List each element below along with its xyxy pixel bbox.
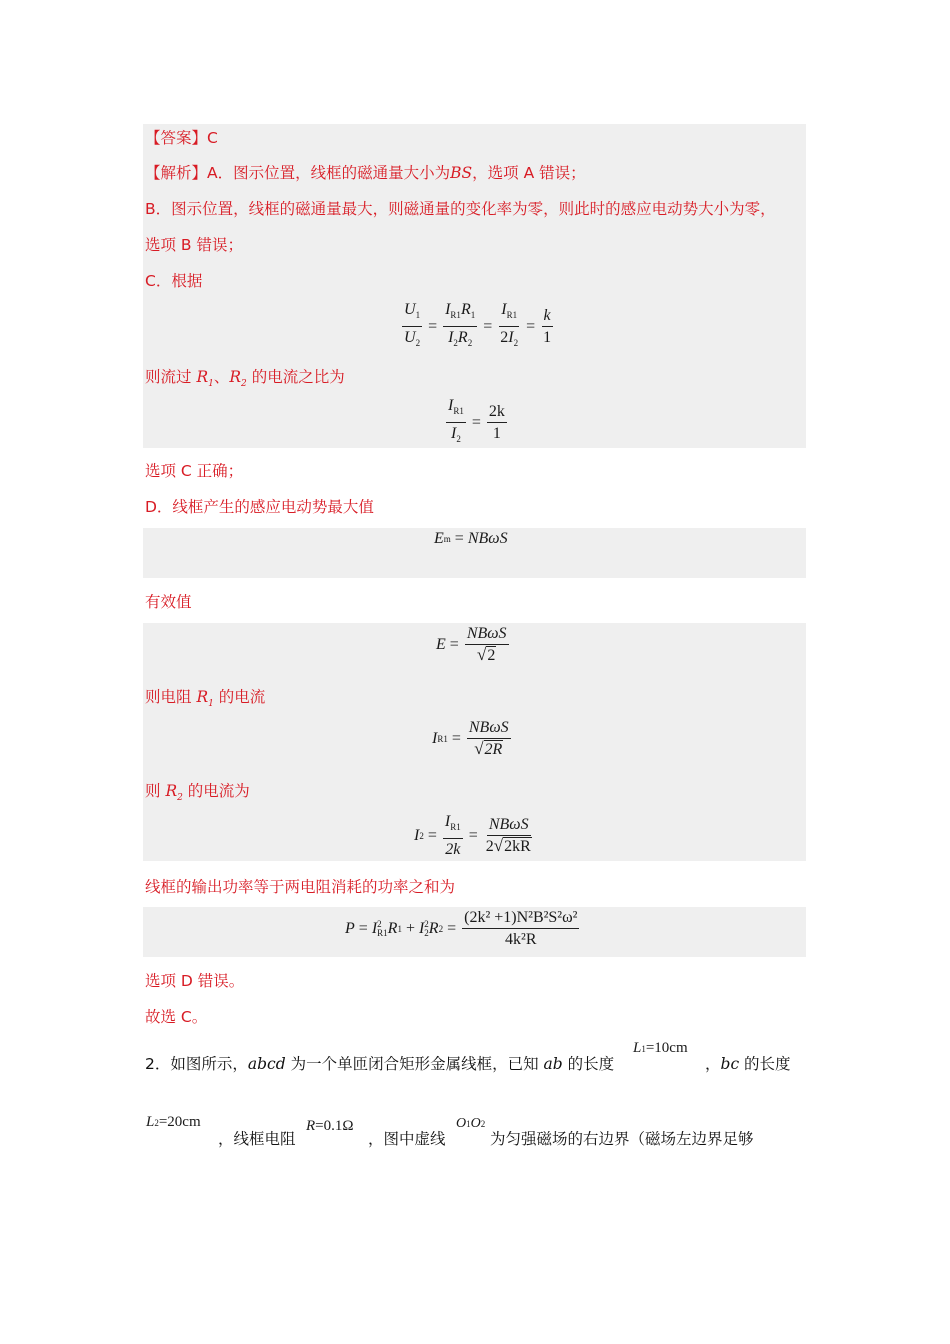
question-2-line-1-tail: ，bc 的长度 xyxy=(705,1055,791,1073)
formula-voltage-ratio: $\frac{U_1}{U_2}$ = $\frac{I_{R1}R_1}{I_2R_2}$ = $\frac{I_{R1}}{2I_2}$ = $\frac{k}{1}$ xyxy=(404,301,552,349)
formula-emax: E m = NBωS xyxy=(434,530,508,547)
analysis-current-ratio-intro: 则流过 $R_1$、$R_2$ 的电流之比为 xyxy=(145,368,345,390)
answer-label: 【答案】 xyxy=(145,129,208,147)
analysis-line-b: B．图示位置，线框的磁通量最大，则磁通量的变化率为零，则此时的感应电动势大小为零， xyxy=(145,200,776,218)
analysis-label: 【解析】 xyxy=(145,164,208,182)
question-2-line-2-tail: 为匀强磁场的右边界（磁场左边界足够 xyxy=(490,1130,754,1148)
question-l1-value: L 1 =10cm xyxy=(633,1040,688,1056)
formula-r1-current: I R1 = NBωS √ 2R xyxy=(432,719,509,758)
analysis-line-b-cont: 选项 B 错误； xyxy=(145,236,243,254)
formula-effective-emf: E = NBωS √ 2 xyxy=(436,625,507,664)
analysis-r1-current-intro: 则电阻 $R_1$ 的电流 xyxy=(145,688,266,710)
formula-r2-current: I 2 = $\frac{I_{R1}}{2k}$ = NBωS 2 √ 2kR xyxy=(414,813,531,859)
question-r-value: R =0.1Ω xyxy=(306,1118,354,1134)
analysis-conclusion: 故选 C。 xyxy=(145,1008,208,1026)
answer-value: C xyxy=(207,129,218,147)
question-dashed-line-label: ，图中虚线 xyxy=(368,1130,446,1148)
formula-output-power: P = I 2 R1 R 1 + I 2 2 R 2 = $\frac{\text{(2k² +1)N²B²S²ω²}}{\text{4k²R}}$ xyxy=(345,909,578,948)
question-l2-value: L 2 =20cm xyxy=(146,1114,201,1130)
analysis-line-d: D．线框产生的感应电动势最大值 xyxy=(145,498,374,516)
analysis-r2-current-intro: 则 $R_2$ 的电流为 xyxy=(145,782,250,804)
analysis-c-correct: 选项 C 正确； xyxy=(145,462,244,480)
analysis-d-wrong: 选项 D 错误。 xyxy=(145,972,245,990)
analysis-line-c: C．根据 xyxy=(145,272,203,290)
question-o1o2: O 1 O 2 xyxy=(456,1116,486,1131)
analysis-line-a: 【解析】A．图示位置，线框的磁通量大小为BS，选项 A 错误； xyxy=(145,164,586,182)
question-2-line-1: 2．如图所示，abcd 为一个单匝闭合矩形金属线框，已知 ab 的长度 xyxy=(145,1055,615,1073)
question-resistance-label: ，线框电阻 xyxy=(218,1130,296,1148)
analysis-power-intro: 线框的输出功率等于两电阻消耗的功率之和为 xyxy=(145,878,456,896)
answer-line xyxy=(145,127,218,149)
analysis-effective-label: 有效值 xyxy=(145,593,192,611)
formula-current-ratio: $\frac{I_{R1}}{I_2}$ = $\frac{2k}{1}$ xyxy=(448,397,505,445)
